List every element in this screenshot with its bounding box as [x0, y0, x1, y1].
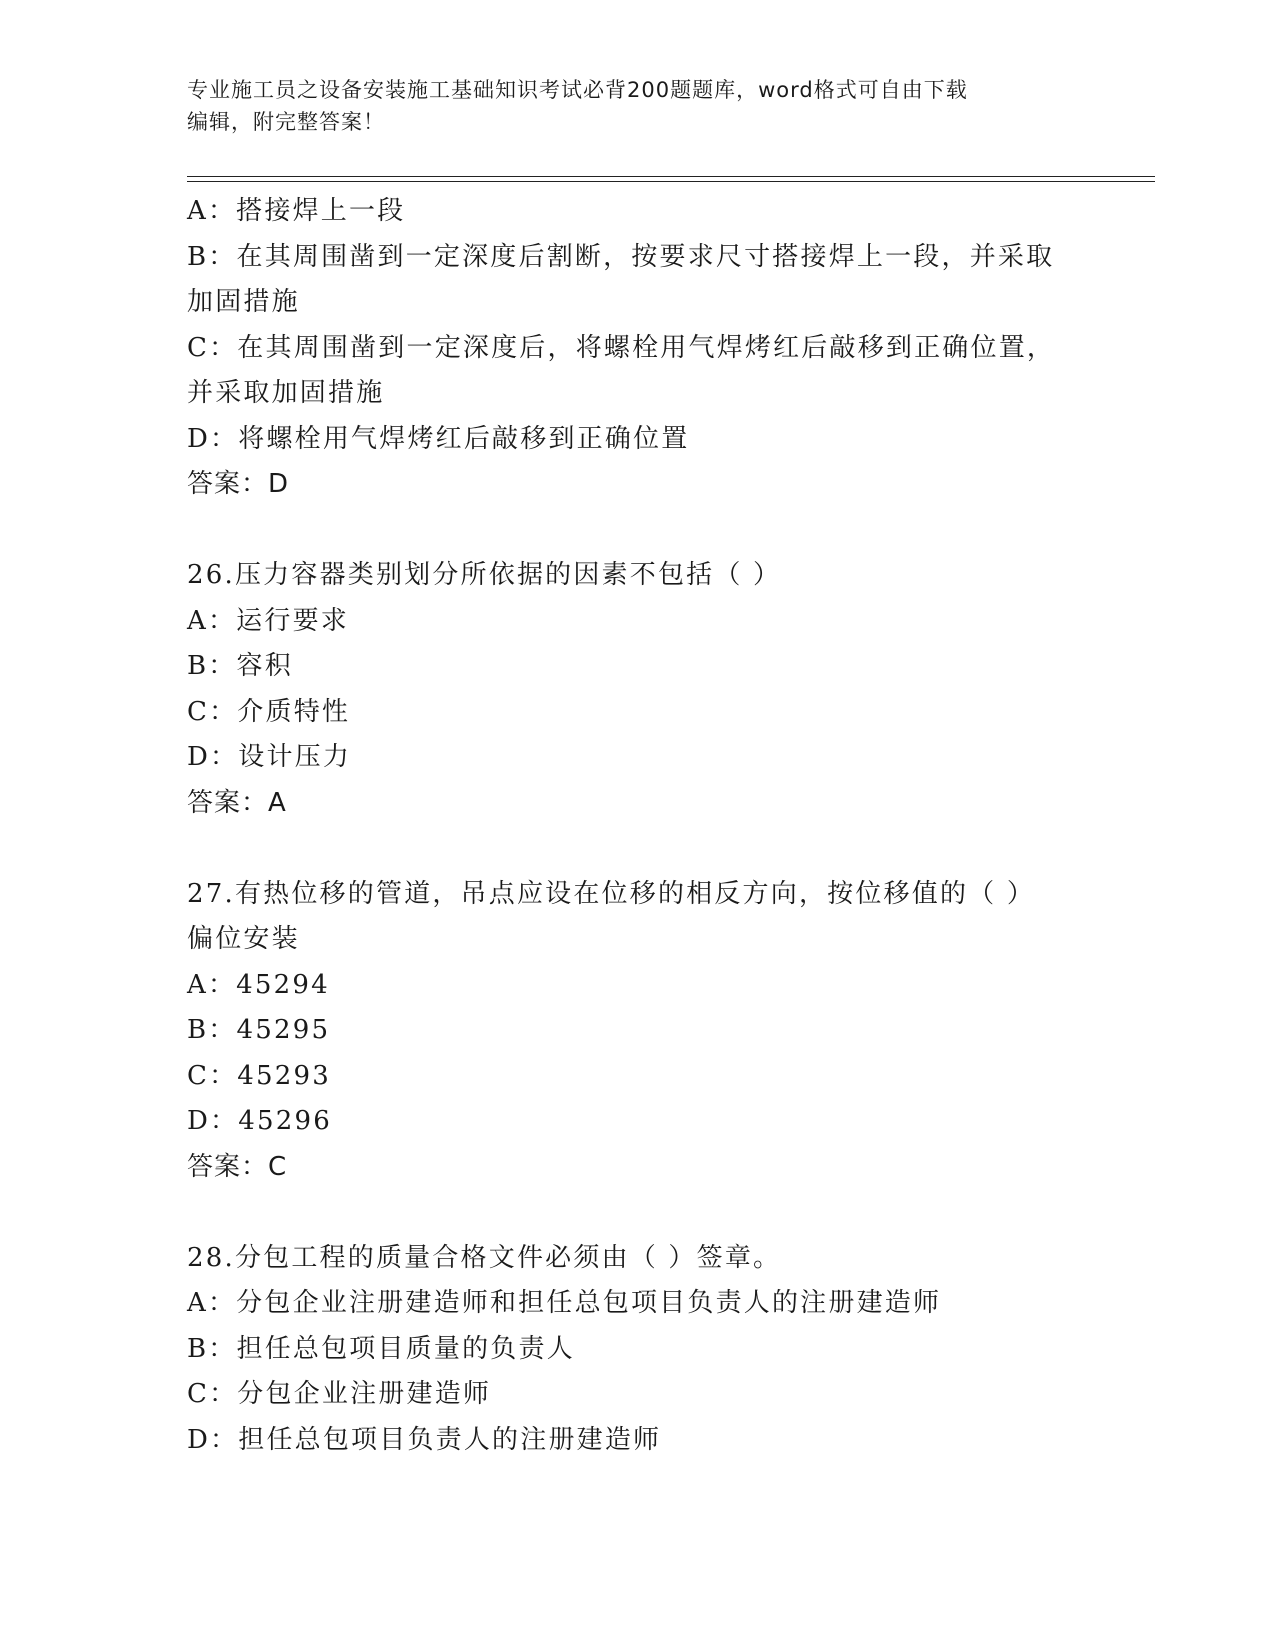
- question-27-block: [187, 872, 1087, 1191]
- question-26-block: [187, 553, 1087, 826]
- q27-option-c: C：45293: [187, 1060, 332, 1091]
- q25-option-c-line1: C：在其周围凿到一定深度后，将螺栓用气焊烤红后敲移到正确位置，: [187, 332, 1056, 363]
- q28-option-d: D：担任总包项目负责人的注册建造师: [187, 1424, 662, 1455]
- q26-option-b: B：容积: [187, 651, 293, 681]
- header-title-line2: 编辑，附完整答案！: [187, 110, 385, 134]
- header-divider-bottom: [187, 181, 1155, 182]
- q26-question: 26.压力容器类别划分所依据的因素不包括（ ）: [187, 560, 782, 590]
- q28-option-c: C：分包企业注册建造师: [187, 1379, 492, 1409]
- q25-option-d: D：将螺栓用气焊烤红后敲移到正确位置: [187, 423, 690, 454]
- spacer: [187, 508, 1087, 554]
- q27-question-line2: 偏位安装: [187, 924, 300, 954]
- q27-answer: 答案：C: [187, 1151, 288, 1182]
- q26-option-c: C：介质特性: [187, 696, 351, 727]
- q25-option-b-line1: B：在其周围凿到一定深度后割断，按要求尺寸搭接焊上一段，并采取: [187, 241, 1055, 272]
- question-content: [187, 189, 1087, 1463]
- question-25-block: [187, 189, 1087, 508]
- q25-answer: 答案：D: [187, 469, 290, 499]
- q25-option-a: A：搭接焊上一段: [187, 196, 406, 226]
- q25-option-b-line2: 加固措施: [187, 287, 300, 317]
- q27-option-d: D：45296: [187, 1106, 332, 1136]
- q26-option-d: D：设计压力: [187, 742, 352, 772]
- question-28-block: [187, 1236, 1087, 1464]
- q26-option-a: A：运行要求: [187, 605, 349, 636]
- document-header: [187, 74, 1067, 138]
- q27-option-a: A：45294: [187, 969, 330, 1000]
- q28-question: 28.分包工程的质量合格文件必须由（ ）签章。: [187, 1242, 782, 1273]
- q27-option-b: B：45295: [187, 1015, 331, 1045]
- spacer: [187, 1190, 1087, 1236]
- q26-answer: 答案：A: [187, 787, 287, 818]
- header-divider-top: [187, 176, 1155, 177]
- q28-option-a: A：分包企业注册建造师和担任总包项目负责人的注册建造师: [187, 1288, 942, 1318]
- header-title-line1: 专业施工员之设备安装施工基础知识考试必背200题题库，word格式可自由下载: [187, 78, 968, 102]
- spacer: [187, 826, 1087, 872]
- q27-question-line1: 27.有热位移的管道，吊点应设在位移的相反方向，按位移值的（ ）: [187, 878, 1036, 909]
- q28-option-b: B：担任总包项目质量的负责人: [187, 1333, 575, 1364]
- q25-option-c-line2: 并采取加固措施: [187, 378, 385, 408]
